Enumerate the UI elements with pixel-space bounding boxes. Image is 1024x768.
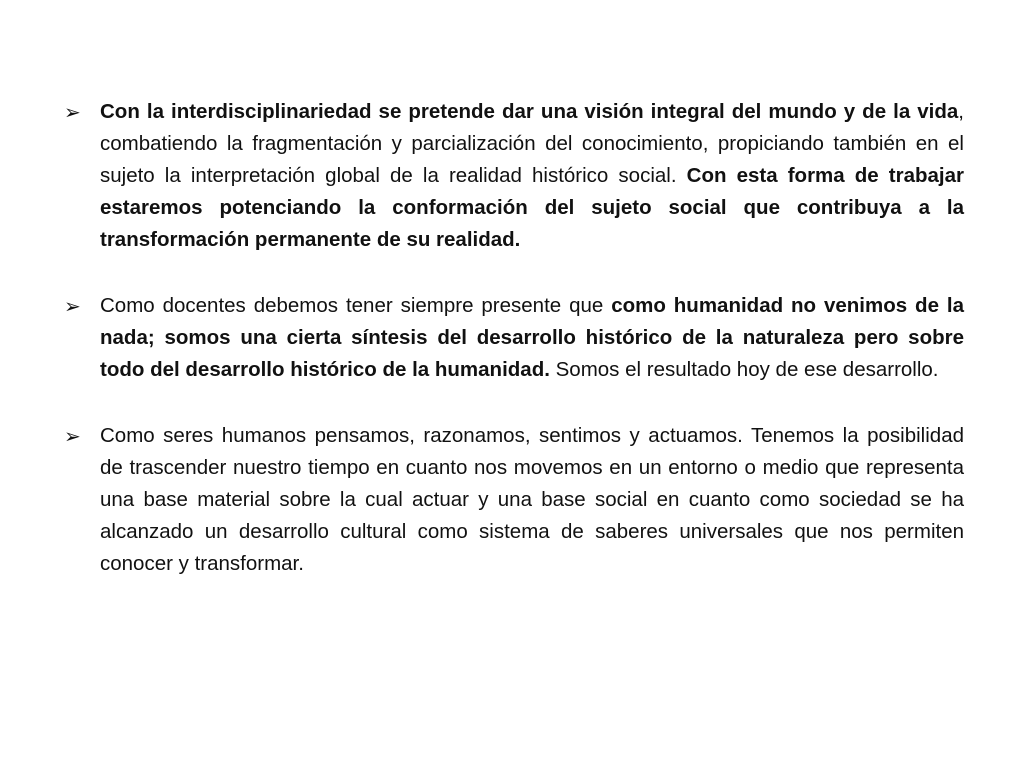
bullet-text-1 [100, 96, 964, 256]
text-segment: Como seres humanos pensamos, razonamos, sentimos y actuamos. Tenemos la posibilidad de trascender nuestro tiempo en cuanto nos movemos en un entorno o medio que representa una base material sobre la cual actuar y una base social en cuanto como sociedad se ha alcanzado un desarrollo cultural como sistema de saberes universales que nos permiten conocer y transformar. [100, 424, 964, 575]
bullet-item-2 [64, 290, 964, 386]
bold-segment: como humanidad no venimos de la nada; somos una cierta síntesis del desarrollo histórico de la naturaleza pero sobre todo del desarrollo histórico de la humanidad. [100, 294, 964, 381]
text-segment: Somos el resultado hoy de ese desarrollo. [549, 358, 939, 381]
arrow-bullet-icon: ➢ [64, 100, 81, 124]
bullet-item-1 [64, 96, 964, 256]
bold-segment: Con esta forma de trabajar estaremos potenciando la conformación del sujeto social que contribuya a la transformación permanente de su realidad. [100, 164, 965, 251]
bullet-item-3 [64, 420, 964, 580]
bullet-text-2 [100, 290, 964, 386]
bullet-list [64, 96, 964, 614]
text-segment: , combatiendo la fragmentación y parcialización del conocimiento, propiciando también en el sujeto la interpretación global de la realidad histórico social. [100, 100, 964, 187]
arrow-bullet-icon: ➢ [64, 424, 81, 448]
arrow-bullet-icon: ➢ [64, 294, 81, 318]
text-segment: Como docentes debemos tener siempre presente que [100, 294, 612, 317]
bold-segment: Con la interdisciplinariedad se pretende dar una visión integral del mundo y de la vida [100, 100, 959, 123]
bullet-text-3 [100, 420, 964, 580]
